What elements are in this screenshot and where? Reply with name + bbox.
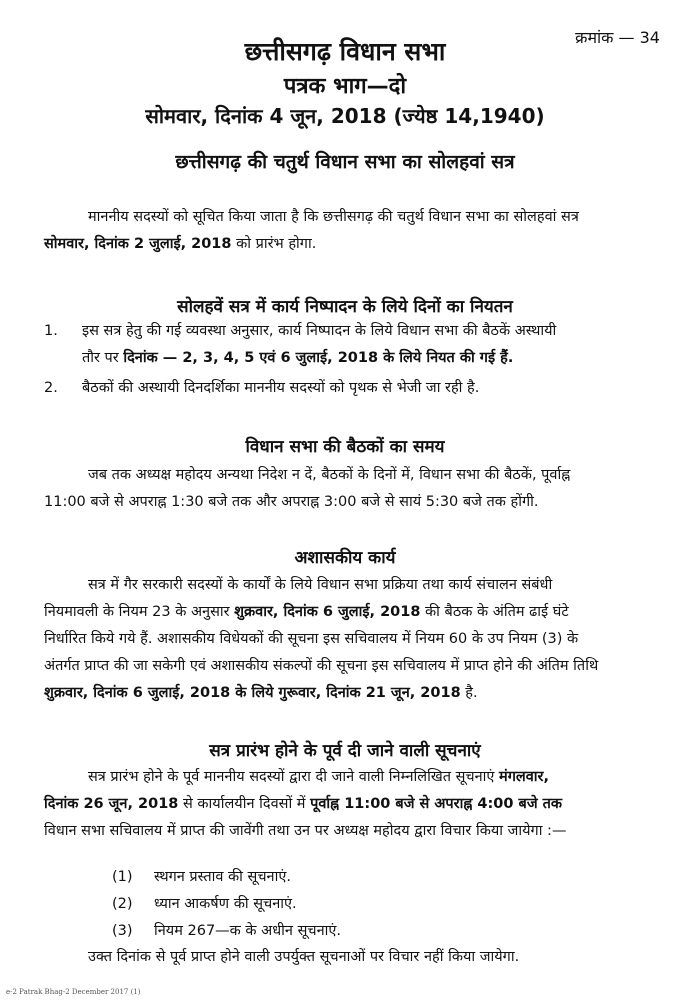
notice-number: (2) [112, 896, 133, 912]
section4-line3: विधान सभा सचिवालय में प्राप्त की जावेंगी तथा उन पर अध्यक्ष महोदय द्वारा विचार किया जायेगा :— [44, 823, 567, 839]
notice-item-1 [112, 866, 291, 886]
item1-line1: इस सत्र हेतु की गई व्यवस्था अनुसार, कार्य निष्पादन के लिये विधान सभा की बैठकें अस्थायी [82, 323, 557, 339]
notice-item-2 [112, 893, 297, 913]
assembly-title: छत्तीसगढ़ विधान सभा [244, 37, 446, 66]
section3-line2-bold: शुक्रवार, दिनांक 6 जुलाई, 2018 [234, 604, 421, 620]
item-number: 2. [44, 380, 58, 396]
item-number: 1. [44, 323, 58, 339]
intro-paragraph [44, 204, 664, 258]
notice-number: (1) [112, 869, 133, 885]
document-date: सोमवार, दिनांक 4 जून, 2018 (ज्येष्ठ 14,1940) [145, 104, 545, 128]
section2-line1: जब तक अध्यक्ष महोदय अन्यथा निदेश न दें, बैठकों के दिनों में, विधान सभा की बैठकें, पूर्वाह्न [88, 467, 571, 483]
section3-paragraph [44, 572, 664, 707]
intro-bold-date: सोमवार, दिनांक 2 जुलाई, 2018 [44, 236, 232, 252]
session-title: छत्तीसगढ़ की चतुर्थ विधान सभा का सोलहवां सत्र [175, 151, 515, 173]
section4-line2-mid: से कार्यालयीन दिवसों में [183, 796, 306, 812]
document-subtitle: पत्रक भाग—दो [283, 74, 407, 99]
section3-line3: निर्धारित किये गये हैं. अशासकीय विधेयकों की सूचना इस सचिवालय में नियम 60 के उप नियम (3) के [44, 631, 579, 647]
notice-item-3 [112, 920, 341, 940]
section2-line2: 11:00 बजे से अपराह्न 1:30 बजे तक और अपराह्न 3:00 बजे से सायं 5:30 बजे तक होंगी. [44, 494, 539, 510]
section3-line5-post: है. [465, 685, 478, 701]
section4-line1-bold: मंगलवार, [499, 769, 549, 785]
section4-paragraph [44, 764, 664, 845]
section4-title: सत्र प्रारंभ होने के पूर्व दी जाने वाली सूचनाएं [209, 741, 481, 761]
section3-line4: अंतर्गत प्राप्त की जा सकेगी एवं अशासकीय संकल्पों की सूचना इस सचिवालय में प्राप्त होने की अंतिम तिथि [44, 658, 599, 674]
notice-text: नियम 267—क के अधीन सूचनाएं. [154, 923, 342, 939]
closing-text: उक्त दिनांक से पूर्व प्राप्त होने वाली उपर्युक्त सूचनाओं पर विचार नहीं किया जायेगा. [88, 949, 520, 965]
footer-code: e-2 Patrak Bhag-2 December 2017 (1) [6, 988, 141, 996]
section3-title: अशासकीय कार्य [294, 548, 396, 568]
section3-line2-post: की बैठक के अंतिम ढाई घंटे [425, 604, 569, 620]
intro-tail: को प्रारंभ होगा. [236, 236, 317, 252]
notice-number: (3) [112, 923, 133, 939]
notice-text: ध्यान आकर्षण की सूचनाएं. [154, 896, 297, 912]
item1-pre: तौर पर [82, 350, 119, 366]
notice-text: स्थगन प्रस्ताव की सूचनाएं. [154, 869, 291, 885]
serial-number: क्रमांक — 34 [575, 28, 660, 47]
section3-line1: सत्र में गैर सरकारी सदस्यों के कार्यों के लिये विधान सभा प्रक्रिया तथा कार्य संचालन संबंधी [88, 577, 553, 593]
section4-line1-pre: सत्र प्रारंभ होने के पूर्व माननीय सदस्यों द्वारा दी जाने वाली निम्नलिखित सूचनाएं [88, 769, 495, 785]
section2-title: विधान सभा की बैठकों का समय [245, 437, 445, 457]
item2-text: बैठकों की अस्थायी दिनदर्शिका माननीय सदस्यों को पृथक से भेजी जा रही है. [82, 380, 480, 396]
section4-line2-bold1: दिनांक 26 जून, 2018 [44, 796, 179, 812]
section2-paragraph [44, 462, 664, 516]
section3-line2-pre: नियमावली के नियम 23 के अनुसार [44, 604, 230, 620]
section4-line2-bold2: पूर्वाह्न 11:00 बजे से अपराह्न 4:00 बजे तक [310, 796, 563, 812]
section1-title: सोलहवें सत्र में कार्य निष्पादन के लिये दिनों का नियतन [177, 297, 513, 317]
intro-line1: माननीय सदस्यों को सूचित किया जाता है कि छत्तीसगढ़ की चतुर्थ विधान सभा का सोलहवां सत्र [88, 209, 579, 225]
item1-bold: दिनांक — 2, 3, 4, 5 एवं 6 जुलाई, 2018 के लिये नियत की गई हैं. [123, 350, 514, 366]
section3-line5-bold: शुक्रवार, दिनांक 6 जुलाई, 2018 के लिये गुरूवार, दिनांक 21 जून, 2018 [44, 685, 461, 701]
closing-paragraph [44, 944, 664, 971]
